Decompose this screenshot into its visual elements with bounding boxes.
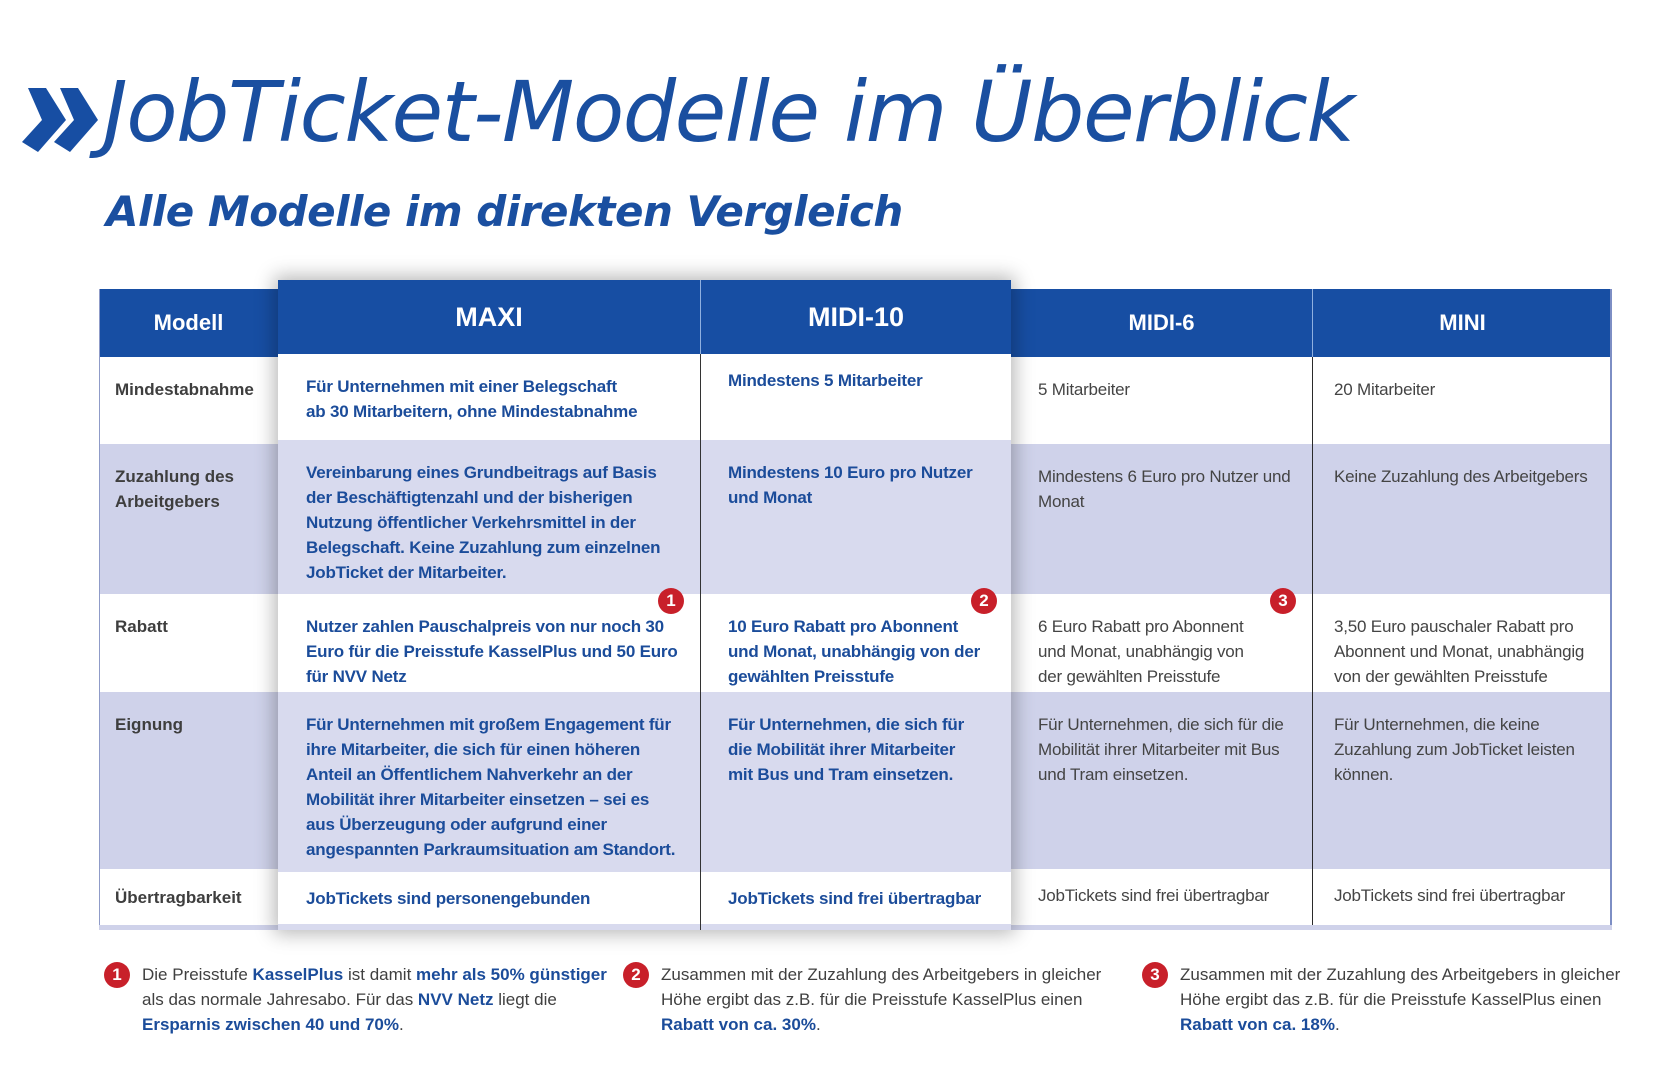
- row-label: Übertragbarkeit: [115, 888, 242, 907]
- footnote-text: Zusammen mit der Zuzahlung des Arbeitgebers in gleicher Höhe ergibt das z.B. für die Preisstufe KasselPlus einen Rabatt von ca. 18%.: [1180, 965, 1621, 1034]
- table-row-mindestabnahme: [278, 354, 1011, 440]
- cell-midi-10: Für Unternehmen, die sich für die Mobilität ihrer Mitarbeiter mit Bus und Tram einsetzen.: [728, 715, 965, 784]
- cell-mini: JobTickets sind frei übertragbar: [1334, 886, 1566, 905]
- row-label: Mindestabnahme: [115, 380, 254, 399]
- cell-maxi: JobTickets sind personengebunden: [306, 889, 591, 908]
- cell-mini: Für Unternehmen, die keine Zuzahlung zum JobTicket leisten können.: [1334, 715, 1575, 784]
- cell-midi-6: 6 Euro Rabatt pro Abonnent und Monat, unabhängig von der gewählten Preisstufe: [1038, 617, 1244, 686]
- cell-midi-6: 5 Mitarbeiter: [1038, 380, 1130, 399]
- cell-midi-10: JobTickets sind frei übertragbar: [728, 889, 982, 908]
- table-border: [1610, 289, 1612, 925]
- cell-maxi: Für Unternehmen mit einer Belegschaft ab 30 Mitarbeitern, ohne Mindestabnahme: [306, 377, 638, 421]
- row-label: Rabatt: [115, 617, 168, 636]
- footnote-number-icon: 3: [1142, 962, 1168, 988]
- cell-midi-6: JobTickets sind frei übertragbar: [1038, 886, 1270, 905]
- table-row-rabatt: [278, 594, 1011, 692]
- cell-midi-6: Für Unternehmen, die sich für die Mobilität ihrer Mitarbeiter mit Bus und Tram einsetzen.: [1038, 715, 1284, 784]
- footnote-badge-3[interactable]: 3: [1270, 588, 1296, 614]
- footnote-text: Zusammen mit der Zuzahlung des Arbeitgebers in gleicher Höhe ergibt das z.B. für die Preisstufe KasselPlus einen Rabatt von ca. 30%.: [661, 965, 1102, 1034]
- highlighted-models-panel: [278, 280, 1011, 930]
- cell-midi-10: 10 Euro Rabatt pro Abonnent und Monat, unabhängig von der gewählten Preisstufe: [728, 617, 981, 686]
- cell-midi-10: Mindestens 5 Mitarbeiter: [728, 371, 923, 390]
- footnote-1: [112, 962, 612, 1037]
- table-row-zuzahlung: [278, 440, 1011, 594]
- double-chevron-right-icon: [20, 86, 98, 154]
- row-label: Zuzahlung des Arbeitgebers: [115, 467, 234, 511]
- column-header-modell: Modell: [99, 289, 278, 357]
- cell-maxi: Nutzer zahlen Pauschalpreis von nur noch 30 Euro für die Preisstufe KasselPlus und 50 Euro für NVV Netz: [306, 617, 678, 686]
- column-header-midi-6: MIDI-6: [1011, 289, 1312, 357]
- page-title: JobTicket-Modelle im Überblick: [103, 63, 1354, 161]
- cell-midi-6: Mindestens 6 Euro pro Nutzer und Monat: [1038, 467, 1291, 511]
- table-border: [99, 289, 100, 925]
- table-row-uebertragbarkeit: [278, 872, 1011, 924]
- footnote-3: [1150, 962, 1650, 1037]
- cell-maxi: Vereinbarung eines Grundbeitrags auf Basis der Beschäftigtenzahl und der bisherigen Nutzung öffentlicher Verkehrsmittel in der Belegschaft. Keine Zuzahlung zum einzelnen JobTicket der Mitarbeiter.: [306, 463, 661, 582]
- page-subtitle: Alle Modelle im direkten Vergleich: [106, 187, 903, 236]
- column-divider: [1312, 357, 1313, 925]
- footnote-badge-1[interactable]: 1: [658, 588, 684, 614]
- panel-bottom-strip: [278, 924, 1011, 930]
- cell-maxi: Für Unternehmen mit großem Engagement für ihre Mitarbeiter, die sich für einen höheren Anteil an Öffentlichem Nahverkehr an der Mobilität ihrer Mitarbeiter einsetzen – sei es aus Überzeugung oder aufgrund einer angespannten Parkraumsituation am Standort.: [306, 715, 676, 859]
- column-header-maxi: MAXI: [278, 280, 700, 354]
- footnote-number-icon: 1: [104, 962, 130, 988]
- footnote-badge-2[interactable]: 2: [971, 588, 997, 614]
- cell-midi-10: Mindestens 10 Euro pro Nutzer und Monat: [728, 463, 973, 507]
- column-header-mini: MINI: [1312, 289, 1612, 357]
- footnote-2: [631, 962, 1131, 1037]
- footnote-text: Die Preisstufe KasselPlus ist damit mehr als 50% günstiger als das normale Jahresabo. Für das NVV Netz liegt die Ersparnis zwischen 40 und 70%.: [142, 965, 607, 1034]
- cell-mini: Keine Zuzahlung des Arbeitgebers: [1334, 467, 1588, 486]
- row-label: Eignung: [115, 715, 183, 734]
- cell-mini: 20 Mitarbeiter: [1334, 380, 1436, 399]
- column-header-midi-10: MIDI-10: [700, 280, 1011, 354]
- cell-mini: 3,50 Euro pauschaler Rabatt pro Abonnent und Monat, unabhängig von der gewählten Preisstufe: [1334, 617, 1585, 686]
- column-divider: [700, 354, 701, 930]
- footnote-number-icon: 2: [623, 962, 649, 988]
- table-row-eignung: [278, 692, 1011, 872]
